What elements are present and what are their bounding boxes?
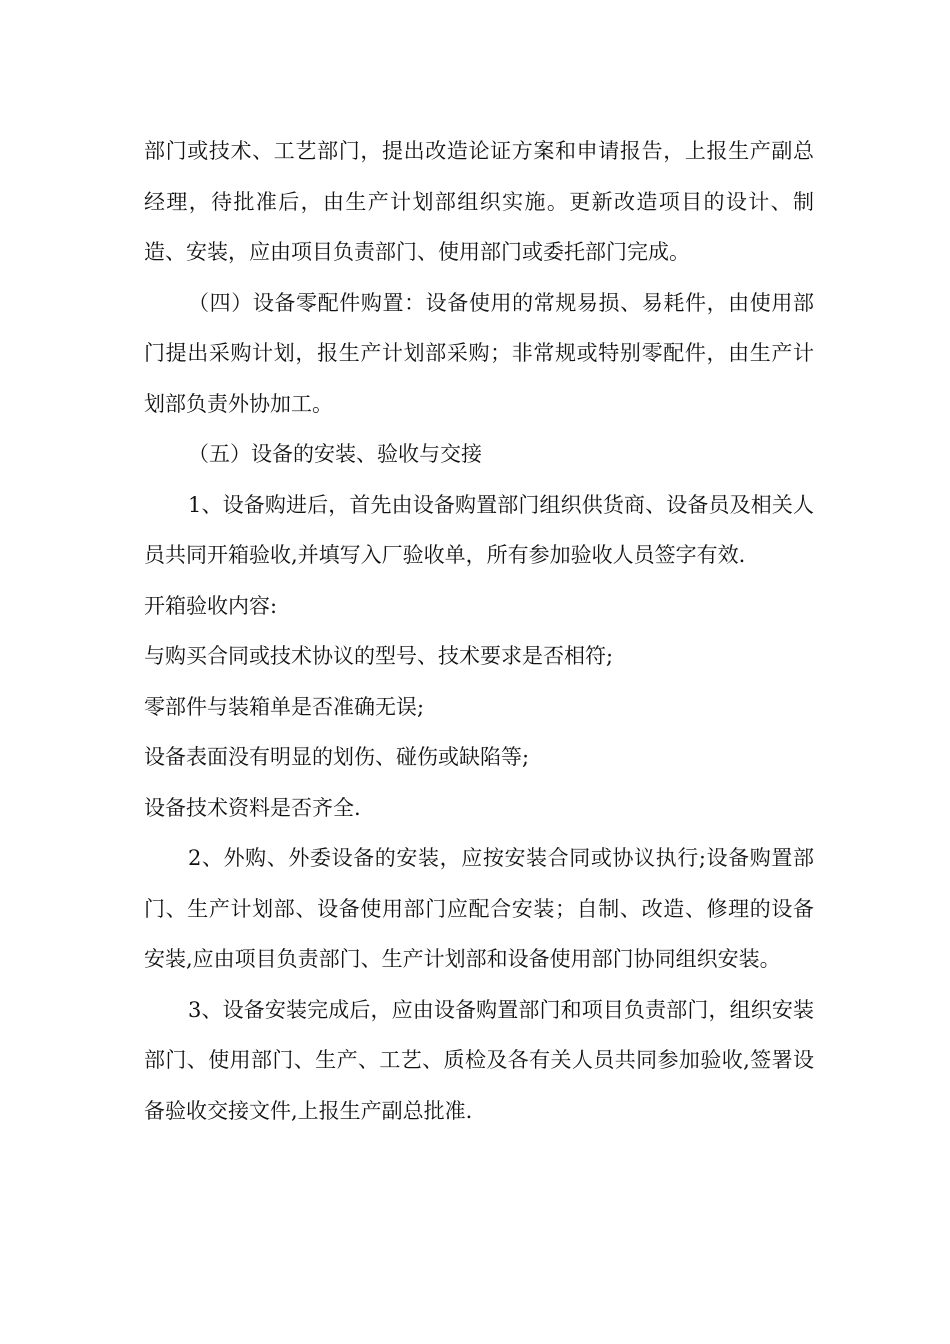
- inspection-item-contract: 与购买合同或技术协议的型号、技术要求是否相符;: [144, 644, 614, 668]
- paragraph-item-1: 1、设备购进后，首先由设备购置部门组织供货商、设备员及相关人员共同开箱验收,并填写入厂验收单，所有参加验收人员签字有效.: [144, 492, 814, 567]
- paragraph-continuation: 部门或技术、工艺部门，提出改造论证方案和申请报告，上报生产副总经理，待批准后，由生产计划部组织实施。更新改造项目的设计、制造、安装，应由项目负责部门、使用部门或委托部门完成。: [144, 139, 814, 264]
- document-body: [144, 126, 814, 1136]
- paragraph-item-3: 3、设备安装完成后，应由设备购置部门和项目负责部门，组织安装部门、使用部门、生产、工艺、质检及各有关人员共同参加验收,签署设备验收交接文件,上报生产副总批准.: [144, 997, 814, 1123]
- paragraph-spare-parts: （四）设备零配件购置：设备使用的常规易损、易耗件，由使用部门提出采购计划，报生产计划部采购；非常规或特别零配件，由生产计划部负责外协加工。: [144, 290, 814, 416]
- inspection-item-surface: 设备表面没有明显的划伤、碰伤或缺陷等;: [144, 745, 530, 769]
- section-heading-installation: （五）设备的安装、验收与交接: [188, 442, 482, 466]
- paragraph-item-2: 2、外购、外委设备的安装，应按安装合同或协议执行;设备购置部门、生产计划部、设备使用部门应配合安装；自制、改造、修理的设备安装,应由项目负责部门、生产计划部和设备使用部门协同组织安装。: [144, 846, 814, 971]
- inspection-item-parts: 零部件与装箱单是否准确无误;: [144, 694, 425, 719]
- paragraph-inspection-heading: 开箱验收内容:: [144, 593, 278, 618]
- inspection-item-documents: 设备技术资料是否齐全.: [144, 795, 361, 820]
